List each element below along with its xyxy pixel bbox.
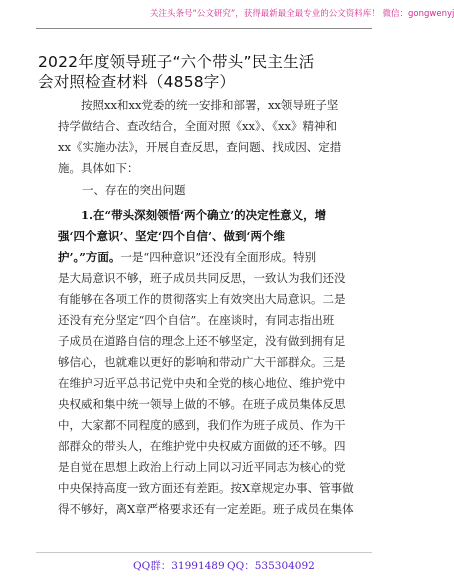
item-bold-line: 强‘四个意识’、坚定‘四个自信’、做到‘两个维: [58, 229, 286, 243]
footer-qq-contact: QQ：535304092: [227, 560, 315, 572]
title-line-1: 2022年度领导班子“六个带头”民主生活: [38, 53, 315, 71]
item-line: 得不够好，离X章严格要求还有一定差距。班子成员在集体: [58, 502, 354, 516]
item-paragraph: [58, 205, 358, 520]
header-divider: [36, 28, 372, 29]
item-line: 子成员在道路自信的理念上还不够坚定，没有做到拥有足: [58, 334, 346, 348]
document-title: [38, 52, 378, 92]
item-line: 中，大家都不同程度的感到，我们作为班子成员、作为干: [58, 418, 346, 432]
intro-line: 持学做结合、查改结合，全面对照《xx》、《xx》精神和: [58, 119, 337, 133]
item-bold-line: 1.在“带头深刻领悟‘两个确立’的决定性意义，增: [81, 208, 327, 222]
item-mixed-line: [58, 247, 358, 268]
item-line: 央权威和集中统一领导上做的不够。在班子成员集体反思: [58, 397, 346, 411]
item-line: 在维护习近平总书记党中央和全党的核心地位、维护党中: [58, 376, 346, 390]
item-line: 有能够在各项工作的贯彻落实上有效突出大局意识。二是: [58, 292, 346, 306]
footer-divider: [36, 552, 372, 553]
intro-line: 按照xx和xx党委的统一安排和部署，xx领导班子坚: [81, 98, 339, 112]
intro-line: xx《实施办法》，开展自查反思，查问题、找成因、定措: [58, 140, 342, 154]
item-line: 还没有充分坚定“四个自信”。在座谈时，有同志指出班: [58, 313, 335, 327]
intro-paragraph: [58, 95, 358, 179]
item-line: 是自觉在思想上政治上行动上同以习近平同志为核心的党: [58, 460, 346, 474]
title-line-2: 会对照检查材料（4858字）: [38, 73, 236, 91]
footer: [0, 556, 408, 576]
item-line: 中央保持高度一致方面还有差距。按X章规定办事、管事做: [58, 481, 354, 495]
item-line: 是大局意识不够，班子成员共同反思，一致认为我们还没: [58, 271, 346, 285]
item-bold-fragment: 护’。”方面。: [58, 250, 121, 264]
header-banner: 关注头条号“公文研究”，获得最新最全最专业的公文资料库！ 微信：gongwenyj: [150, 9, 454, 19]
item-line: 部群众的带头人，在维护党中央权威方面做的还不够。四: [58, 439, 346, 453]
item-line: 够信心，也就难以更好的影响和带动广大干部群众。三是: [58, 355, 346, 369]
intro-line: 施。具体如下：: [58, 161, 139, 175]
footer-qq-group: QQ群：31991489: [133, 560, 225, 572]
section-heading: 一、存在的突出问题: [82, 183, 186, 197]
item-text-fragment: 一是“四种意识”还没有全面形成。特别: [120, 250, 317, 264]
